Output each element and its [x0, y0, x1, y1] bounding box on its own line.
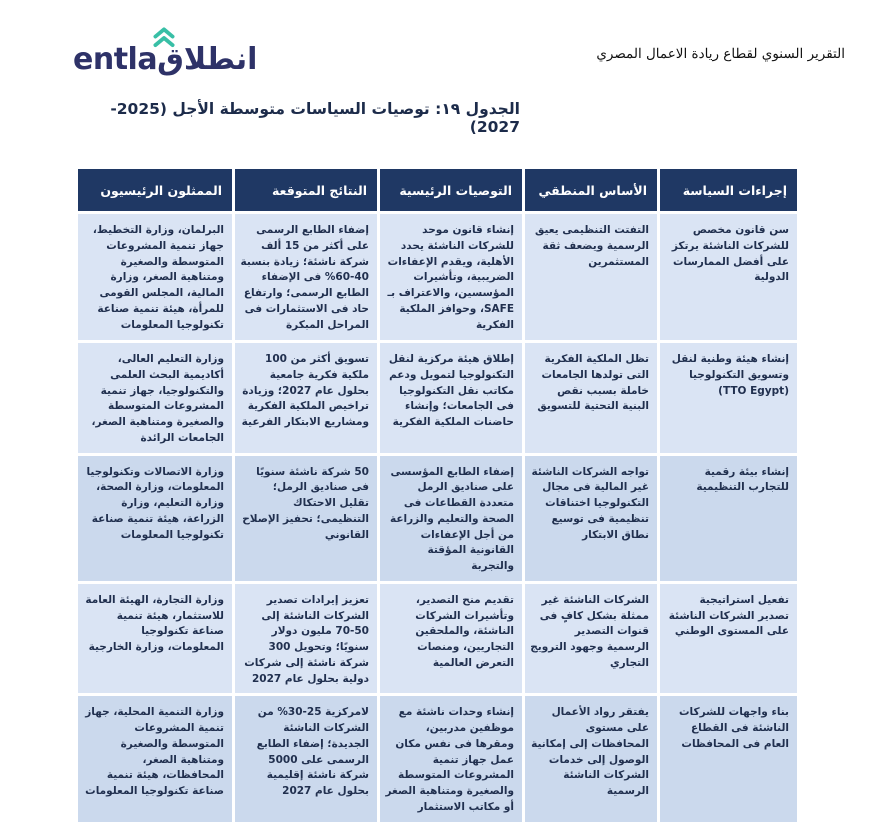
cell-policy-action: بناء واجهات للشركات الناشئة فى القطاع العام فى المحافظات	[660, 696, 797, 821]
cell-actors: وزارة الاتصالات وتكنولوجيا المعلومات، وزارة الصحة، وزارة التعليم، وزارة الزراعة، هيئة تنمية صناعة تكنولوجيا المعلومات	[78, 456, 232, 581]
cell-actors: وزارة التعليم العالى، أكاديمية البحث العلمى والتكنولوجيا، جهاز تنمية المشروعات المتوسطة والصغيرة ومتناهية الصغر، الجامعات الرائدة	[78, 343, 232, 453]
cell-policy-action: سن قانون مخصص للشركات الناشئة يرتكز على أفضل الممارسات الدولية	[660, 214, 797, 340]
cell-outcome: لامركزية 25-30% من الشركات الناشئة الجديدة؛ إضفاء الطابع الرسمى على 5000 شركة ناشئة إقليمية بحلول عام 2027	[235, 696, 377, 821]
logo-arabic-text: انطلاق	[157, 42, 258, 77]
cell-rationale: التفتت التنظيمى يعيق الرسمية ويضعف ثقة المستثمرين	[525, 214, 657, 340]
column-header-policy-action: إجراءات السياسة	[660, 169, 797, 211]
table-caption: الجدول ١٩: توصيات السياسات متوسطة الأجل (2025-2027)	[110, 100, 520, 136]
policy-recommendations-table	[75, 166, 800, 825]
logo-chevrons-icon	[152, 27, 176, 48]
table-row	[78, 343, 797, 453]
cell-rationale: تظل الملكية الفكرية التى تولدها الجامعات خاملة بسبب نقص البنية التحتية للتسويق	[525, 343, 657, 453]
logo-latin-text: entla	[73, 42, 158, 77]
cell-rationale: الشركات الناشئة غير ممثلة بشكل كافٍ فى قنوات التصدير الرسمية وجهود الترويج التجاري	[525, 584, 657, 694]
cell-recommendation: إنشاء قانون موحد للشركات الناشئة يحدد الأهلية، ويقدم الإعفاءات الضريبية، وتأشيرات المؤسسين، والاعتراف بـ SAFE، وحوافز الملكية الفكرية	[380, 214, 522, 340]
column-header-outcome: النتائج المتوقعة	[235, 169, 377, 211]
table-row	[78, 456, 797, 581]
table-body	[78, 214, 797, 822]
cell-policy-action: تفعيل استراتيجية تصدير الشركات الناشئة على المستوى الوطني	[660, 584, 797, 694]
cell-actors: وزارة التنمية المحلية، جهاز تنمية المشروعات المتوسطة والصغيرة ومتناهية الصغر، المحافظات، هيئة تنمية صناعة تكنولوجيا المعلومات	[78, 696, 232, 821]
column-header-rationale: الأساس المنطقي	[525, 169, 657, 211]
cell-policy-action: إنشاء هيئة وطنية لنقل وتسويق التكنولوجيا (TTO Egypt)	[660, 343, 797, 453]
cell-actors: البرلمان، وزارة التخطيط، جهاز تنمية المشروعات المتوسطة والصغيرة ومتناهية الصغر، وزارة المالية، المجلس القومى للمرأة، هيئة تنمية صناعة تكنولوجيا المعلومات	[78, 214, 232, 340]
cell-recommendation: إنشاء وحدات ناشئة مع موظفين مدربين، ومقرها فى نفس مكان عمل جهاز تنمية المشروعات المتوسطة والصغيرة ومتناهية الصغر أو مكاتب الاستثمار	[380, 696, 522, 821]
cell-outcome: تسويق أكثر من 100 ملكية فكرية جامعية بحلول عام 2027؛ وزيادة تراخيص الملكية الفكرية ومشاريع الابتكار الفرعية	[235, 343, 377, 453]
table-row	[78, 214, 797, 340]
report-header-title: التقرير السنوي لقطاع ريادة الاعمال المصري	[596, 46, 845, 62]
table-row	[78, 584, 797, 694]
cell-rationale: يفتقر رواد الأعمال على مستوى المحافظات إلى إمكانية الوصول إلى خدمات الشركات الناشئة الرسمية	[525, 696, 657, 821]
entlaq-logo	[73, 42, 257, 77]
header-row	[78, 169, 797, 211]
column-header-recommendation: التوصيات الرئيسية	[380, 169, 522, 211]
cell-recommendation: تقديم منح التصدير، وتأشيرات الشركات الناشئة، والملحقين التجاريين، ومنصات التعرض العالمية	[380, 584, 522, 694]
cell-recommendation: إطلاق هيئة مركزية لنقل التكنولوجيا لتمويل ودعم مكاتب نقل التكنولوجيا فى الجامعات؛ وإنشاء حاضنات الملكية الفكرية	[380, 343, 522, 453]
column-header-actors: الممثلون الرئيسيون	[78, 169, 232, 211]
cell-policy-action: إنشاء بيئة رقمية للتجارب التنظيمية	[660, 456, 797, 581]
table-header	[78, 169, 797, 211]
cell-outcome: 50 شركة ناشئة سنويًا فى صناديق الرمل؛ تقليل الاحتكاك التنظيمى؛ تحفيز الإصلاح القانوني	[235, 456, 377, 581]
cell-rationale: تواجه الشركات الناشئة غير المالية فى مجال التكنولوجيا اختناقات تنظيمية فى توسيع نطاق الابتكار	[525, 456, 657, 581]
table-row	[78, 696, 797, 821]
cell-outcome: إضفاء الطابع الرسمى على أكثر من 15 ألف شركة ناشئة؛ زيادة بنسبة 40-60% فى الإضفاء الطابع الرسمى؛ وارتفاع حاد فى الاستثمارات فى المراحل المبكرة	[235, 214, 377, 340]
cell-actors: وزارة التجارة، الهيئة العامة للاستثمار، هيئة تنمية صناعة تكنولوجيا المعلومات، وزارة الخارجية	[78, 584, 232, 694]
cell-recommendation: إضفاء الطابع المؤسسى على صناديق الرمل متعددة القطاعات فى الصحة والتعليم والزراعة من أجل الإعفاءات القانونية المؤقتة والتجربة	[380, 456, 522, 581]
cell-outcome: تعزيز إيرادات تصدير الشركات الناشئة إلى 50-70 مليون دولار سنويًا؛ وتحويل 300 شركة ناشئة إلى شركات دولية بحلول عام 2027	[235, 584, 377, 694]
